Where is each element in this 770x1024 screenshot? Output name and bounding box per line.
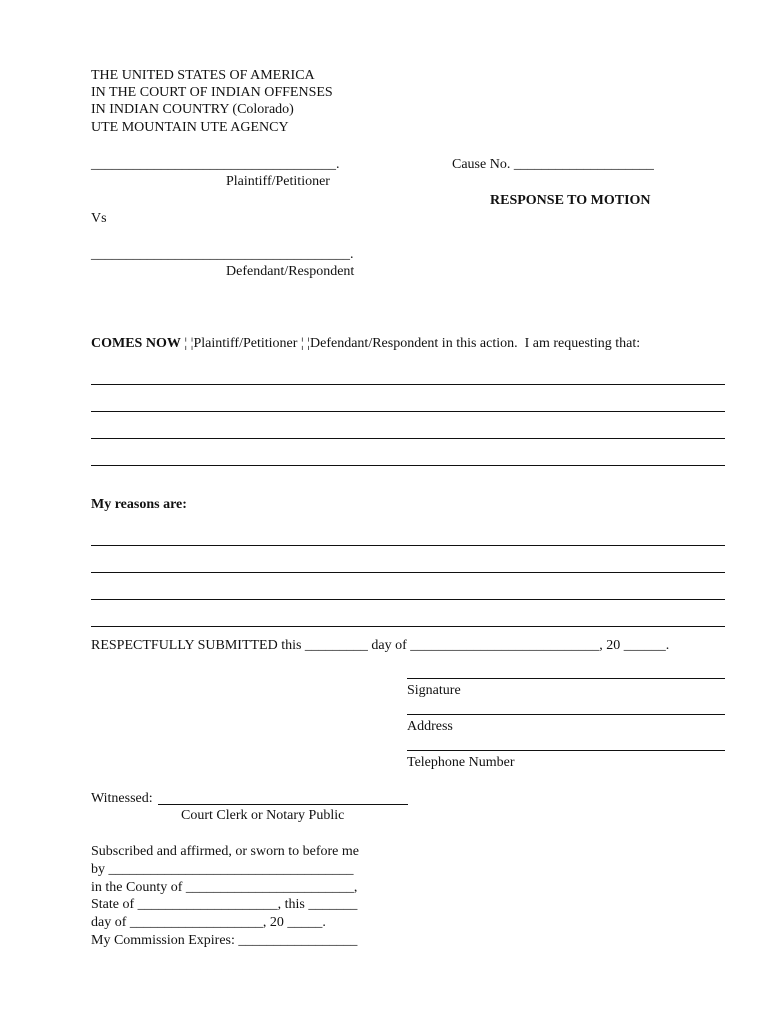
reasons-line-3[interactable]: [91, 599, 725, 600]
submitted-date-line[interactable]: RESPECTFULLY SUBMITTED this _________ day of ___________________________, 20 ______.: [91, 638, 670, 653]
cause-number-field[interactable]: Cause No. ____________________: [452, 157, 654, 172]
defendant-label: Defendant/Respondent: [226, 264, 355, 279]
notary-county-field[interactable]: in the County of ________________________,: [91, 880, 358, 895]
plaintiff-name-field[interactable]: ___________________________________.: [91, 157, 340, 172]
comes-now-text: ¦ ¦Plaintiff/Petitioner ¦ ¦Defendant/Respondent in this action. I am requesting that:: [180, 336, 641, 351]
notary-by-field[interactable]: by ___________________________________: [91, 862, 354, 877]
signature-label: Signature: [407, 683, 461, 698]
notary-state-field[interactable]: State of ____________________, this _______: [91, 897, 358, 912]
versus-label: Vs: [91, 211, 107, 226]
court-clerk-label: Court Clerk or Notary Public: [181, 808, 345, 823]
court-header-line-1: THE UNITED STATES OF AMERICA: [91, 68, 315, 83]
notary-line-1: Subscribed and affirmed, or sworn to before me: [91, 844, 359, 859]
witness-signature-line[interactable]: [158, 804, 408, 805]
request-line-3[interactable]: [91, 438, 725, 439]
defendant-name-field[interactable]: _____________________________________.: [91, 247, 354, 262]
court-header-line-4: UTE MOUNTAIN UTE AGENCY: [91, 120, 289, 135]
address-label: Address: [407, 719, 453, 734]
reasons-line-4[interactable]: [91, 626, 725, 627]
reasons-line-1[interactable]: [91, 545, 725, 546]
reasons-line-2[interactable]: [91, 572, 725, 573]
plaintiff-label: Plaintiff/Petitioner: [226, 174, 330, 189]
notary-day-field[interactable]: day of ___________________, 20 _____.: [91, 915, 326, 930]
request-line-2[interactable]: [91, 411, 725, 412]
reasons-heading: My reasons are:: [91, 497, 187, 512]
comes-now-statement: [91, 335, 640, 352]
document-title: RESPONSE TO MOTION: [490, 193, 651, 208]
request-line-4[interactable]: [91, 465, 725, 466]
court-header-line-2: IN THE COURT OF INDIAN OFFENSES: [91, 85, 333, 100]
address-line[interactable]: [407, 714, 725, 715]
request-line-1[interactable]: [91, 384, 725, 385]
commission-expires-field[interactable]: My Commission Expires: _________________: [91, 933, 358, 948]
court-header-line-3: IN INDIAN COUNTRY (Colorado): [91, 102, 294, 117]
comes-now-heading: COMES NOW: [91, 336, 181, 351]
witnessed-label: Witnessed:: [91, 791, 153, 806]
telephone-line[interactable]: [407, 750, 725, 751]
telephone-label: Telephone Number: [407, 755, 515, 770]
signature-line[interactable]: [407, 678, 725, 679]
